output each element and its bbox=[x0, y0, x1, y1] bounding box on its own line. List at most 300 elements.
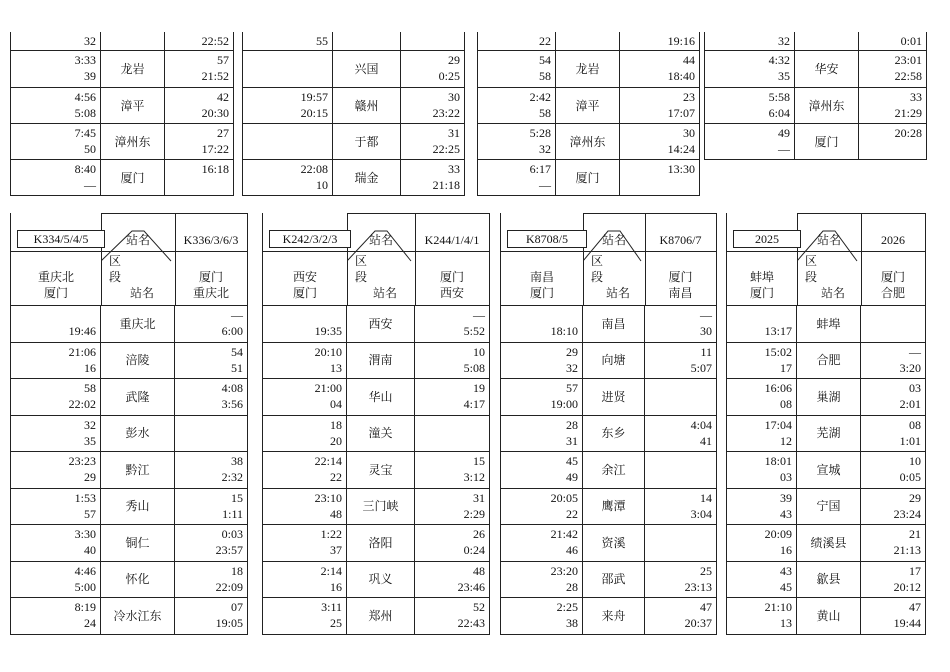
time-value: 31 bbox=[473, 490, 485, 505]
arrival-departure-times-left bbox=[727, 562, 797, 598]
time-value: 30 bbox=[448, 90, 460, 104]
time-value: 32 bbox=[539, 142, 551, 156]
time-value: 28 bbox=[566, 417, 578, 432]
timetable-fragment-top bbox=[242, 32, 465, 196]
bottom_table-row bbox=[727, 489, 925, 526]
time-value: 23:01 bbox=[894, 53, 922, 67]
station-name: 芜湖 bbox=[797, 416, 861, 452]
top_table-row bbox=[243, 32, 464, 51]
time-value: 19:46 bbox=[68, 324, 96, 338]
section-label: 区 bbox=[355, 254, 368, 268]
time-value: 0:03 bbox=[221, 527, 243, 541]
arrival-departure-times-right bbox=[415, 416, 489, 452]
bottom_table-row bbox=[11, 416, 247, 453]
bottom_table-row bbox=[501, 416, 716, 453]
bottom_table-row bbox=[501, 343, 716, 380]
time-value: 16 bbox=[330, 579, 342, 594]
time-value: 18 bbox=[330, 417, 342, 432]
station-name: 彭水 bbox=[101, 416, 175, 452]
arrival-departure-times-right bbox=[401, 51, 464, 87]
station-column-label: 站名 bbox=[816, 233, 841, 247]
time-value: 15:02 bbox=[764, 344, 792, 359]
arrival-departure-times-right bbox=[415, 343, 489, 379]
time-value: 20:10 bbox=[314, 344, 342, 359]
arrival-departure-times-right bbox=[861, 452, 925, 488]
section-label: 区 bbox=[805, 254, 818, 268]
time-value: 51 bbox=[231, 360, 243, 375]
time-value: 32 bbox=[84, 417, 96, 432]
arrival-departure-times-right bbox=[861, 416, 925, 452]
time-value: 23:22 bbox=[432, 106, 460, 120]
time-value: 6:17 bbox=[529, 162, 551, 176]
time-value: 23 bbox=[683, 90, 695, 104]
time-value: 22:43 bbox=[457, 616, 485, 630]
top_table-row bbox=[11, 51, 233, 88]
bottom_table-row bbox=[727, 306, 925, 343]
time-value bbox=[645, 380, 712, 396]
time-value bbox=[175, 417, 243, 433]
bottom_table-row bbox=[501, 562, 716, 599]
time-value: 23:10 bbox=[314, 490, 342, 505]
train-number-right: K244/1/4/1 bbox=[424, 233, 480, 247]
top_table-row bbox=[705, 88, 926, 124]
time-value: 07 bbox=[231, 600, 243, 614]
top_table-row bbox=[478, 124, 699, 160]
bottom_table-row bbox=[11, 525, 247, 562]
time-value: — bbox=[778, 142, 790, 156]
time-value bbox=[861, 307, 921, 323]
top_table-row bbox=[243, 160, 464, 196]
bottom_table-row bbox=[263, 525, 489, 562]
arrival-departure-times-left bbox=[11, 562, 101, 598]
station-column-label: 站名 bbox=[605, 286, 630, 300]
arrival-departure-times-right bbox=[401, 88, 464, 123]
time-value: 50 bbox=[84, 142, 96, 156]
time-value: 22:08 bbox=[300, 162, 328, 176]
bottom_table-row bbox=[501, 525, 716, 562]
section-label: 区 bbox=[109, 254, 122, 268]
time-value: 5:52 bbox=[463, 324, 485, 338]
time-value: 5:07 bbox=[690, 360, 712, 375]
time-value: — bbox=[84, 178, 96, 192]
time-value: 0:05 bbox=[899, 470, 921, 484]
time-value: 22:02 bbox=[68, 397, 96, 411]
time-value: 40 bbox=[84, 543, 96, 557]
time-value: 20:09 bbox=[764, 527, 792, 541]
time-value: 30 bbox=[700, 324, 712, 338]
route-station: 厦门 bbox=[439, 270, 464, 284]
station-name: 厦门 bbox=[556, 160, 620, 195]
arrival-departure-times-right bbox=[645, 598, 716, 634]
time-value: 27 bbox=[217, 126, 229, 140]
train-number-left: K242/3/2/3 bbox=[269, 230, 351, 248]
station-name: 合肥 bbox=[797, 343, 861, 379]
time-value: 13 bbox=[330, 360, 342, 375]
arrival-departure-times-left bbox=[263, 343, 347, 379]
time-value: 1:53 bbox=[74, 490, 96, 505]
station-name: 兴国 bbox=[333, 51, 401, 87]
table-header bbox=[263, 213, 489, 306]
time-value: 22 bbox=[566, 506, 578, 521]
station-name: 涪陵 bbox=[101, 343, 175, 379]
time-value: 21 bbox=[909, 527, 921, 541]
bottom_table-row bbox=[727, 525, 925, 562]
arrival-departure-times-left bbox=[478, 124, 556, 159]
time-value: 29 bbox=[909, 490, 921, 505]
arrival-departure-times-right bbox=[620, 124, 699, 159]
time-value: 47 bbox=[700, 600, 712, 614]
station-name: 秀山 bbox=[101, 489, 175, 525]
time-value: 58 bbox=[539, 106, 551, 120]
bottom_table-row bbox=[501, 489, 716, 526]
time-value: 38 bbox=[566, 616, 578, 630]
timetable-fragment-top bbox=[10, 32, 234, 196]
time-value: 21:52 bbox=[201, 69, 229, 83]
station-name: 向塘 bbox=[583, 343, 645, 379]
station-name: 漳州东 bbox=[795, 88, 859, 123]
top_table-row bbox=[11, 32, 233, 51]
time-value: 19:05 bbox=[215, 616, 243, 630]
arrival-departure-times-left bbox=[501, 452, 583, 488]
bottom_table-row bbox=[501, 379, 716, 416]
time-value: 15 bbox=[473, 454, 485, 468]
arrival-departure-times-right bbox=[645, 562, 716, 598]
train-number-right: K8706/7 bbox=[659, 233, 702, 247]
time-value: 26 bbox=[473, 527, 485, 541]
time-value: 4:56 bbox=[74, 90, 96, 104]
table-header bbox=[727, 213, 925, 306]
time-value: 54 bbox=[231, 344, 243, 359]
bottom_table-row bbox=[11, 379, 247, 416]
bottom_table-row bbox=[11, 489, 247, 526]
route-station: 西安 bbox=[439, 286, 464, 300]
station-name: 漳平 bbox=[101, 88, 165, 123]
time-value: 15 bbox=[231, 490, 243, 505]
time-value: — bbox=[539, 178, 551, 192]
bottom_table-row bbox=[263, 343, 489, 380]
station-column-label: 站名 bbox=[601, 233, 626, 247]
timetable-0 bbox=[10, 213, 248, 635]
arrival-departure-times-right bbox=[861, 598, 925, 634]
top_table-row bbox=[243, 88, 464, 124]
time-value: 18:01 bbox=[764, 454, 792, 468]
time-value: 1:11 bbox=[222, 506, 243, 521]
station-column-label: 站名 bbox=[129, 286, 154, 300]
train-number-right: 2026 bbox=[881, 233, 905, 247]
train-number-left: K334/5/4/5 bbox=[17, 230, 105, 248]
time-value: 21:18 bbox=[432, 178, 460, 192]
time-value: 57 bbox=[84, 506, 96, 521]
arrival-departure-times-right bbox=[645, 452, 716, 488]
time-value: 16:06 bbox=[764, 381, 792, 395]
time-value: 23:13 bbox=[684, 579, 712, 594]
arrival-departure-times-left bbox=[501, 343, 583, 379]
arrival-departure-times-left bbox=[501, 306, 583, 342]
route-left bbox=[727, 269, 797, 301]
time-value: 46 bbox=[566, 543, 578, 557]
time-value: — bbox=[231, 308, 243, 322]
station-name: 来舟 bbox=[583, 598, 645, 634]
arrival-departure-times-left bbox=[243, 88, 333, 123]
arrival-departure-times-left bbox=[501, 525, 583, 561]
route-right bbox=[415, 269, 489, 301]
arrival-departure-times-right bbox=[415, 562, 489, 598]
time-value: 49 bbox=[778, 126, 790, 140]
arrival-departure-times-left bbox=[263, 598, 347, 634]
time-value: 5:08 bbox=[74, 106, 96, 120]
top_table-row bbox=[478, 88, 699, 124]
arrival-departure-times-right bbox=[415, 452, 489, 488]
time-value: 19:44 bbox=[893, 616, 921, 630]
time-value bbox=[263, 307, 342, 323]
time-value: 25 bbox=[330, 616, 342, 630]
station-name: 龙岩 bbox=[101, 51, 165, 87]
arrival-departure-times-right bbox=[645, 306, 716, 342]
arrival-departure-times-right bbox=[175, 452, 247, 488]
route-station: 厦门 bbox=[749, 286, 774, 300]
station-name: 厦门 bbox=[101, 160, 165, 195]
time-value: 2:32 bbox=[221, 470, 243, 484]
time-value: 57 bbox=[566, 381, 578, 395]
time-value: 21:00 bbox=[314, 381, 342, 395]
arrival-departure-times-left bbox=[705, 88, 795, 123]
time-value: 44 bbox=[683, 53, 695, 67]
arrival-departure-times-left bbox=[478, 32, 556, 50]
arrival-departure-times-left bbox=[501, 379, 583, 415]
top_table-row bbox=[705, 51, 926, 88]
arrival-departure-times-left bbox=[263, 379, 347, 415]
time-value: 43 bbox=[780, 506, 792, 521]
time-value: 20:28 bbox=[894, 126, 922, 140]
station-name: 进贤 bbox=[583, 379, 645, 415]
station-name: 武隆 bbox=[101, 379, 175, 415]
arrival-departure-times-left bbox=[243, 160, 333, 195]
time-value: 1:01 bbox=[899, 433, 921, 448]
arrival-departure-times-left bbox=[11, 416, 101, 452]
station-name bbox=[556, 32, 620, 50]
arrival-departure-times-left bbox=[501, 562, 583, 598]
route-right bbox=[175, 269, 247, 301]
timetable-fragment-top bbox=[477, 32, 700, 196]
bottom_table-row bbox=[501, 306, 716, 343]
route-station: 厦门 bbox=[292, 286, 317, 300]
time-value: 38 bbox=[231, 454, 243, 468]
top_table-row bbox=[478, 51, 699, 88]
time-value: 20:12 bbox=[893, 579, 921, 594]
arrival-departure-times-right bbox=[175, 525, 247, 561]
station-name: 绩溪县 bbox=[797, 525, 861, 561]
top_table-row bbox=[478, 160, 699, 196]
arrival-departure-times-left bbox=[243, 124, 333, 159]
bottom_table-row bbox=[263, 306, 489, 343]
time-value: — bbox=[909, 344, 921, 359]
bottom_table-row bbox=[263, 416, 489, 453]
time-value: 19:16 bbox=[667, 34, 695, 48]
time-value: 18:40 bbox=[667, 69, 695, 83]
arrival-departure-times-right bbox=[175, 379, 247, 415]
time-value: 57 bbox=[217, 53, 229, 67]
arrival-departure-times-right bbox=[165, 51, 233, 87]
time-value: 3:20 bbox=[899, 360, 921, 375]
time-value: 17 bbox=[909, 563, 921, 578]
arrival-departure-times-right bbox=[861, 343, 925, 379]
arrival-departure-times-right bbox=[859, 124, 926, 159]
arrival-departure-times-left bbox=[705, 51, 795, 87]
station-name: 宁国 bbox=[797, 489, 861, 525]
time-value: 8:19 bbox=[74, 600, 96, 614]
time-value: 35 bbox=[84, 433, 96, 448]
time-value: 13:17 bbox=[764, 324, 792, 338]
station-name: 铜仁 bbox=[101, 525, 175, 561]
time-value: 4:08 bbox=[221, 381, 243, 395]
arrival-departure-times-right bbox=[415, 306, 489, 342]
bottom_table-row bbox=[263, 598, 489, 635]
time-value: 6:00 bbox=[221, 324, 243, 338]
station-name: 潼关 bbox=[347, 416, 415, 452]
arrival-departure-times-right bbox=[165, 124, 233, 159]
arrival-departure-times-left bbox=[263, 416, 347, 452]
time-value: 2:42 bbox=[529, 90, 551, 104]
station-name: 重庆北 bbox=[101, 306, 175, 342]
time-value: 29 bbox=[448, 53, 460, 67]
time-value: 17:04 bbox=[764, 417, 792, 432]
station-name: 巩义 bbox=[347, 562, 415, 598]
station-column-label: 站名 bbox=[820, 286, 845, 300]
time-value: 2:29 bbox=[463, 506, 485, 521]
top_table-row bbox=[478, 32, 699, 51]
time-value: 23:20 bbox=[550, 563, 578, 578]
time-value: 20:37 bbox=[684, 616, 712, 630]
time-value: 19 bbox=[473, 381, 485, 395]
time-value: 21:42 bbox=[550, 527, 578, 541]
table-header bbox=[11, 213, 247, 306]
section-label: 段 bbox=[591, 270, 604, 284]
arrival-departure-times-right bbox=[861, 306, 925, 342]
station-name: 龙岩 bbox=[556, 51, 620, 87]
bottom_table-row bbox=[501, 598, 716, 635]
arrival-departure-times-right bbox=[175, 562, 247, 598]
station-name: 南昌 bbox=[583, 306, 645, 342]
time-value: 24 bbox=[84, 616, 96, 630]
time-value: 1:22 bbox=[320, 527, 342, 541]
time-value: 03 bbox=[909, 381, 921, 395]
arrival-departure-times-left bbox=[11, 525, 101, 561]
time-value bbox=[501, 307, 578, 323]
time-value bbox=[243, 52, 328, 68]
time-value bbox=[415, 417, 485, 433]
time-value: 22:09 bbox=[215, 579, 243, 594]
time-value: 3:11 bbox=[321, 600, 342, 614]
arrival-departure-times-right bbox=[620, 160, 699, 195]
top_table-row bbox=[705, 32, 926, 51]
arrival-departure-times-left bbox=[501, 489, 583, 525]
station-name: 怀化 bbox=[101, 562, 175, 598]
route-left bbox=[501, 269, 583, 301]
time-value: 45 bbox=[566, 454, 578, 468]
station-name: 漳平 bbox=[556, 88, 620, 123]
time-value: 16:18 bbox=[201, 162, 229, 176]
time-value: 22:14 bbox=[314, 454, 342, 468]
bottom_table-row bbox=[263, 489, 489, 526]
time-value: 2:25 bbox=[556, 600, 578, 614]
time-value: 3:30 bbox=[74, 527, 96, 541]
arrival-departure-times-left bbox=[243, 51, 333, 87]
station-name bbox=[101, 32, 165, 50]
arrival-departure-times-right bbox=[859, 32, 926, 50]
route-station: 厦门 bbox=[198, 270, 223, 284]
time-value: 3:33 bbox=[74, 53, 96, 67]
time-value: 16 bbox=[84, 360, 96, 375]
top_table-row bbox=[11, 124, 233, 160]
time-value: 22:58 bbox=[894, 69, 922, 83]
time-value: 37 bbox=[330, 543, 342, 557]
station-column-label: 站名 bbox=[125, 233, 150, 247]
arrival-departure-times-left bbox=[727, 379, 797, 415]
station-name: 巢湖 bbox=[797, 379, 861, 415]
time-value: 4:46 bbox=[74, 563, 96, 578]
time-value: 8:40 bbox=[74, 162, 96, 176]
station-name: 漳州东 bbox=[556, 124, 620, 159]
arrival-departure-times-left bbox=[11, 124, 101, 159]
arrival-departure-times-left bbox=[727, 489, 797, 525]
arrival-departure-times-left bbox=[263, 306, 347, 342]
section-label: 段 bbox=[355, 270, 368, 284]
time-value: 30 bbox=[683, 126, 695, 140]
time-value: 58 bbox=[84, 381, 96, 395]
time-value: 2:01 bbox=[899, 397, 921, 411]
time-value: 21:06 bbox=[68, 344, 96, 359]
arrival-departure-times-right bbox=[175, 489, 247, 525]
arrival-departure-times-right bbox=[401, 124, 464, 159]
time-value bbox=[11, 307, 96, 323]
time-value: 4:32 bbox=[768, 53, 790, 67]
arrival-departure-times-left bbox=[727, 343, 797, 379]
time-value: 4:04 bbox=[690, 417, 712, 432]
arrival-departure-times-left bbox=[478, 88, 556, 123]
station-name: 郑州 bbox=[347, 598, 415, 634]
time-value: 14 bbox=[700, 490, 712, 505]
time-value: 39 bbox=[780, 490, 792, 505]
arrival-departure-times-right bbox=[175, 416, 247, 452]
top_table-row bbox=[705, 124, 926, 160]
station-name: 鹰潭 bbox=[583, 489, 645, 525]
arrival-departure-times-right bbox=[401, 32, 464, 50]
arrival-departure-times-left bbox=[478, 160, 556, 195]
time-value: 31 bbox=[448, 126, 460, 140]
time-value: 13:30 bbox=[667, 162, 695, 176]
station-name: 蚌埠 bbox=[797, 306, 861, 342]
timetable-3 bbox=[726, 213, 926, 635]
time-value: 22 bbox=[330, 470, 342, 484]
bottom_table-row bbox=[501, 452, 716, 489]
arrival-departure-times-left bbox=[11, 343, 101, 379]
time-value: 08 bbox=[909, 417, 921, 432]
arrival-departure-times-right bbox=[859, 88, 926, 123]
station-column-label: 站名 bbox=[372, 286, 397, 300]
time-value: 42 bbox=[217, 90, 229, 104]
time-value: 58 bbox=[539, 69, 551, 83]
arrival-departure-times-left bbox=[478, 51, 556, 87]
time-value: 10 bbox=[316, 178, 328, 192]
arrival-departure-times-right bbox=[620, 88, 699, 123]
arrival-departure-times-left bbox=[727, 598, 797, 634]
bottom_table-row bbox=[11, 343, 247, 380]
time-value: 17 bbox=[780, 360, 792, 375]
time-value: 0:25 bbox=[438, 69, 460, 83]
station-name: 邵武 bbox=[583, 562, 645, 598]
route-station: 合肥 bbox=[880, 286, 905, 300]
route-station: 重庆北 bbox=[192, 286, 229, 300]
